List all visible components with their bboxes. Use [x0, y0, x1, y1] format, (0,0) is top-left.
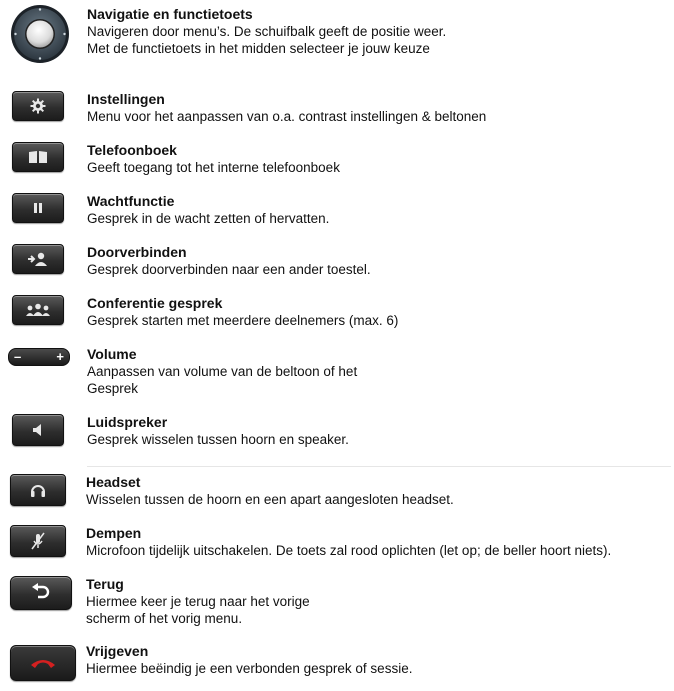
item-description: Menu voor het aanpassen van o.a. contrast instellingen & beltonen	[87, 109, 487, 124]
transfer-icon	[12, 244, 64, 274]
item-title: Telefoonboek	[87, 142, 177, 158]
navigation-ring-icon	[10, 4, 70, 69]
item-description: Gesprek starten met meerdere deelnemers (max. 6)	[87, 313, 399, 328]
item-description: Hiermee keer je terug naar het vorige	[86, 594, 310, 609]
item-title: Instellingen	[87, 91, 165, 107]
item-title: Terug	[86, 576, 124, 592]
item-title: Volume	[87, 346, 137, 362]
item-description: Gesprek wisselen tussen hoorn en speaker.	[87, 432, 349, 447]
item-description: Gesprek doorverbinden naar een ander toestel.	[87, 262, 371, 277]
item-title: Headset	[86, 474, 141, 490]
item-description: Gesprek in de wacht zetten of hervatten.	[87, 211, 330, 226]
volume-minus-label: –	[14, 349, 22, 364]
item-title: Navigatie en functietoets	[87, 6, 253, 22]
speaker-icon	[12, 414, 64, 446]
item-title: Luidspreker	[87, 414, 168, 430]
conference-icon	[12, 295, 64, 325]
item-description: Microfoon tijdelijk uitschakelen. De toets zal rood oplichten (let op; de beller hoort niets).	[86, 543, 612, 558]
pause-icon	[12, 193, 64, 223]
back-arrow-icon	[10, 576, 72, 610]
mute-microphone-icon	[10, 525, 66, 557]
item-title: Dempen	[86, 525, 142, 541]
item-description: Navigeren door menu’s. De schuifbalk geeft de positie weer.	[87, 24, 447, 39]
book-icon	[12, 142, 64, 172]
gear-icon	[12, 91, 64, 121]
item-description: Hiermee beëindig je een verbonden gesprek of sessie.	[86, 661, 413, 676]
item-description-line2: Met de functietoets in het midden selecteer je jouw keuze	[87, 41, 430, 56]
item-description-line2: Gesprek	[87, 381, 139, 396]
item-title: Conferentie gesprek	[87, 295, 223, 311]
hang-up-icon	[10, 645, 76, 681]
item-description-line2: scherm of het vorig menu.	[86, 611, 243, 626]
item-description: Geeft toegang tot het interne telefoonboek	[87, 160, 340, 175]
item-title: Doorverbinden	[87, 244, 187, 260]
item-title: Wachtfunctie	[87, 193, 175, 209]
headset-icon	[10, 474, 66, 506]
volume-plus-label: +	[56, 349, 64, 364]
volume-rocker-icon	[8, 348, 70, 366]
item-description: Wisselen tussen de hoorn en een apart aangesloten headset.	[86, 492, 454, 507]
item-title: Vrijgeven	[86, 643, 149, 659]
item-description: Aanpassen van volume van de beltoon of het	[87, 364, 358, 379]
divider	[87, 466, 671, 467]
